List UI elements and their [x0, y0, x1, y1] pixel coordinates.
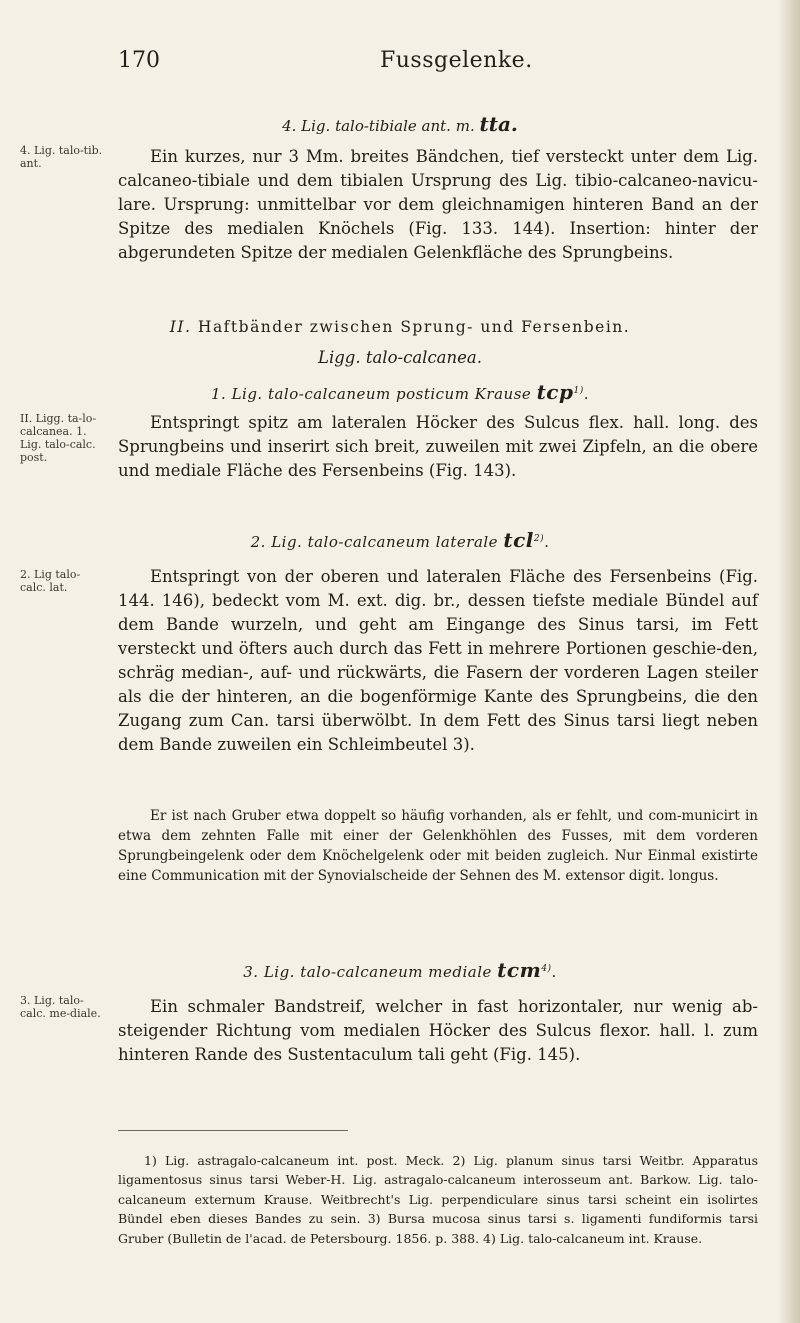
small-print-paragraph: Er ist nach Gruber etwa doppelt so häufig vorhanden, als er fehlt, und com-municirt in etwa dem zehnten Falle mit einer der Gelenkhöhlen des Fusses, mit dem vorderen Sprungbeingelenk oder dem Knöchelgelenk oder mit beiden zugleich. Nur Einmal existirte eine Communication mit der Synovialscheide der Sehnen des M. extensor digit. longus.: [118, 807, 758, 884]
paragraph: Ein schmaler Bandstreif, welcher in fast horizontaler, nur wenig ab-steigender Richtung vom medialen Höcker des Sulcus flexor. hall. l. zum hinteren Rande des Sustentaculum tali geht (Fig. 145).: [118, 996, 758, 1064]
page-number: 170: [118, 48, 160, 73]
section-heading-posticum: 1. Lig. talo-calcaneum posticum Krause tcp$^{1)}$.: [210, 380, 589, 404]
section-heading-mediale: 3. Lig. talo-calcaneum mediale tcm$^{4)}$.: [243, 958, 557, 982]
margin-note: 4. Lig. talo-tib. ant.: [20, 144, 103, 170]
page-header: [118, 48, 758, 78]
margin-note: 2. Lig talo-calc. lat.: [20, 568, 81, 594]
paragraph: Entspringt von der oberen und lateralen Fläche des Fersenbeins (Fig. 144. 146), bedeckt vom M. ext. dig. br., dessen tiefste mediale Bündel auf dem Bande wurzeln, und geht am Eingange des Sinus tarsi, im Fett versteckt und öfters auch durch das Fett in mehrere Portionen geschie-den, schräg median-, auf- und rückwärts, die Fasern der vorderen Lagen steiler als die der hinteren, an die bogenförmige Kante des Sprungbeins, die den Zugang zum Can. tarsi überwölbt. In dem Fett des Sinus tarsi liegt neben dem Bande zuweilen ein Schleimbeutel 3).: [118, 566, 758, 754]
page-edge-shadow: [778, 0, 800, 1323]
running-title: Fussgelenke.: [380, 48, 533, 73]
abbreviation: tta.: [479, 112, 518, 136]
paragraph: Ein kurzes, nur 3 Mm. breites Bändchen, tief versteckt unter dem Lig. calcaneo-tibiale und dem tibialen Ursprung des Lig. tibio-calcaneo-navicu-lare. Ursprung: unmittelbar vor dem gleichnamigen hinteren Band an der Spitze des medialen Knöchels (Fig. 133. 144). Insertion: hinter der abgerundeten Spitze der medialen Gelenkfläche des Sprungbeins.: [118, 146, 758, 262]
part-heading: II. Haftbänder zwischen Sprung- und Fersenbein.: [169, 318, 631, 336]
margin-note: II. Ligg. ta-lo-calcanea. 1. Lig. talo-calc. post.: [20, 412, 97, 464]
section-heading-laterale: 2. Lig. talo-calcaneum laterale tcl$^{2)}$.: [250, 528, 550, 552]
margin-note: 3. Lig. talo-calc. me-diale.: [20, 994, 101, 1020]
footnotes: 1) Lig. astragalo-calcaneum int. post. Meck. 2) Lig. planum sinus tarsi Weitbr. Apparatus ligamentosus sinus tarsi Weber-H. Lig. astragalo-calcaneum interosseum ant. Barkow. Lig. talo-calcaneum externum Krause. Weitbrecht's Lig. perpendiculare sinus tarsi scheint ein isolirtes Bündel eben dieses Bandes zu sein. 3) Bursa mucosa sinus tarsi s. ligamenti fundiformis tarsi Gruber (Bulletin de l'acad. de Petersbourg. 1856. p. 388. 4) Lig. talo-calcaneum int. Krause.: [118, 1152, 758, 1246]
part-subheading: Ligg. talo-calcanea.: [317, 348, 482, 367]
footnote-rule: [118, 1130, 348, 1131]
paragraph: Entspringt spitz am lateralen Höcker des Sulcus flex. hall. long. des Sprungbeins und inserirt sich breit, zuweilen mit zwei Zipfeln, an die obere und mediale Fläche des Fersenbeins (Fig. 143).: [118, 412, 758, 480]
section-heading-lig-talo-tibiale: 4. Lig. talo-tibiale ant. m. tta.: [282, 112, 518, 136]
